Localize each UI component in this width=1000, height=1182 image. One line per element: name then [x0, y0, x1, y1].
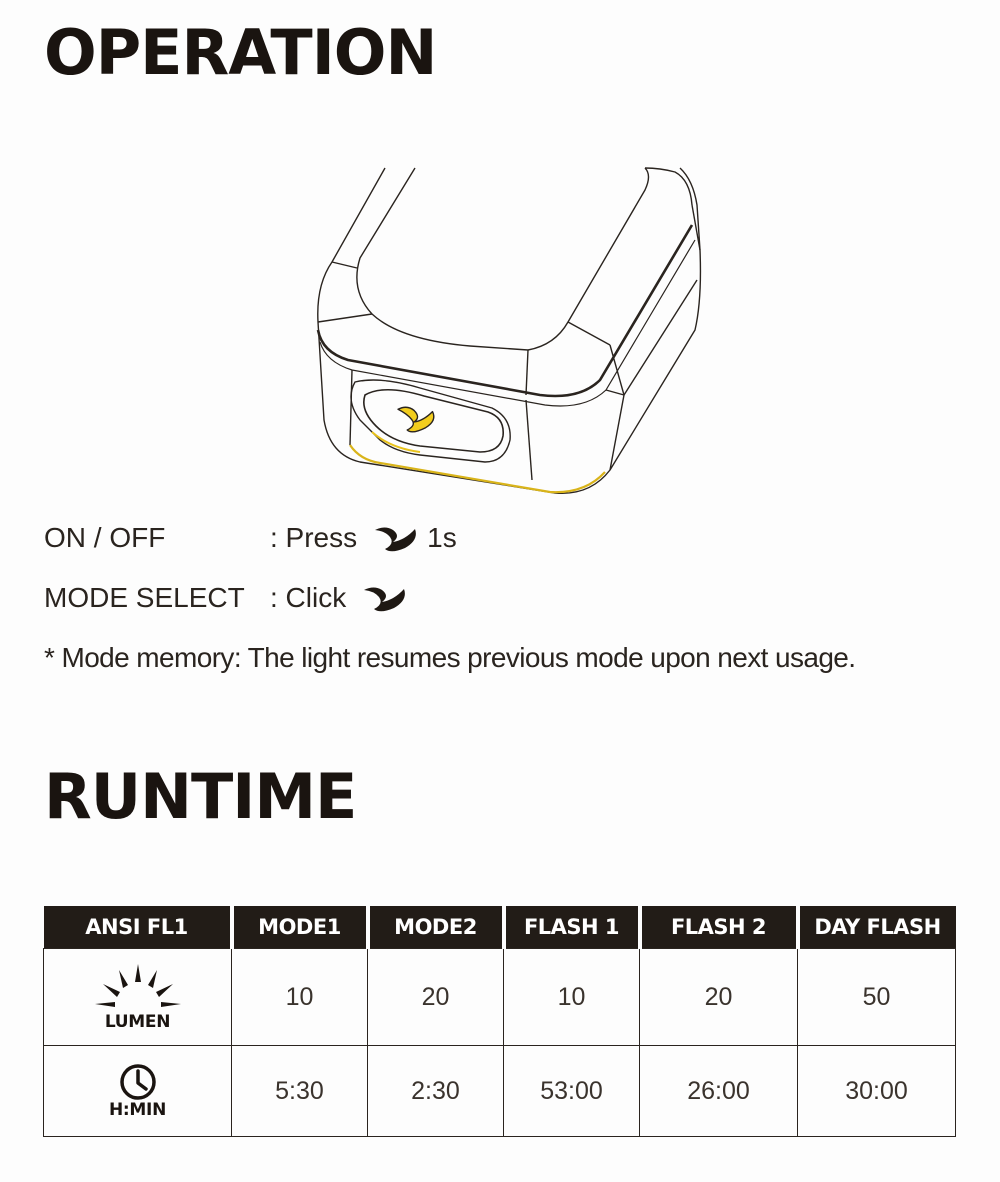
- header-mode2: MODE2: [368, 906, 504, 949]
- mode-select-label: MODE SELECT: [44, 582, 245, 613]
- time-flash2: 26:00: [640, 1046, 798, 1137]
- on-off-label: ON / OFF: [44, 522, 166, 553]
- time-mode2: 2:30: [368, 1046, 504, 1137]
- lumen-label-cell: [44, 949, 232, 1046]
- time-flash1: 53:00: [504, 1046, 640, 1137]
- time-label-cell: [44, 1046, 232, 1137]
- time-day-flash: 30:00: [798, 1046, 956, 1137]
- time-mode1: 5:30: [232, 1046, 368, 1137]
- lumen-day-flash: 50: [798, 949, 956, 1046]
- header-ansi: ANSI FL1: [44, 906, 232, 949]
- mode-select-instruction: [44, 582, 416, 614]
- sun-burst-icon: [93, 962, 183, 1014]
- header-mode1: MODE1: [232, 906, 368, 949]
- header-flash1: FLASH 1: [504, 906, 640, 949]
- lumen-mode1: 10: [232, 949, 368, 1046]
- logo-swoosh-icon: [373, 524, 419, 552]
- lumen-mode2: 20: [368, 949, 504, 1046]
- lumen-flash1: 10: [504, 949, 640, 1046]
- table-row: [44, 949, 956, 1046]
- table-row: [44, 1046, 956, 1137]
- header-day-flash: DAY FLASH: [798, 906, 956, 949]
- operation-heading: OPERATION: [44, 16, 437, 89]
- on-off-instruction: [44, 522, 457, 554]
- on-off-duration: 1s: [427, 522, 457, 553]
- mode-memory-note: * Mode memory: The light resumes previous mode upon next usage.: [44, 642, 856, 673]
- lumen-label: LUMEN: [104, 1012, 171, 1032]
- time-label: H:MIN: [109, 1100, 166, 1120]
- runtime-table: [43, 906, 956, 1137]
- clock-icon: [118, 1062, 158, 1102]
- mode-select-action: : Click: [270, 582, 347, 613]
- lumen-flash2: 20: [640, 949, 798, 1046]
- logo-swoosh-icon: [362, 584, 408, 612]
- on-off-action: : Press: [270, 522, 358, 553]
- header-flash2: FLASH 2: [640, 906, 798, 949]
- light-device-illustration: [300, 160, 720, 510]
- runtime-heading: RUNTIME: [44, 760, 357, 833]
- table-header-row: [44, 906, 956, 949]
